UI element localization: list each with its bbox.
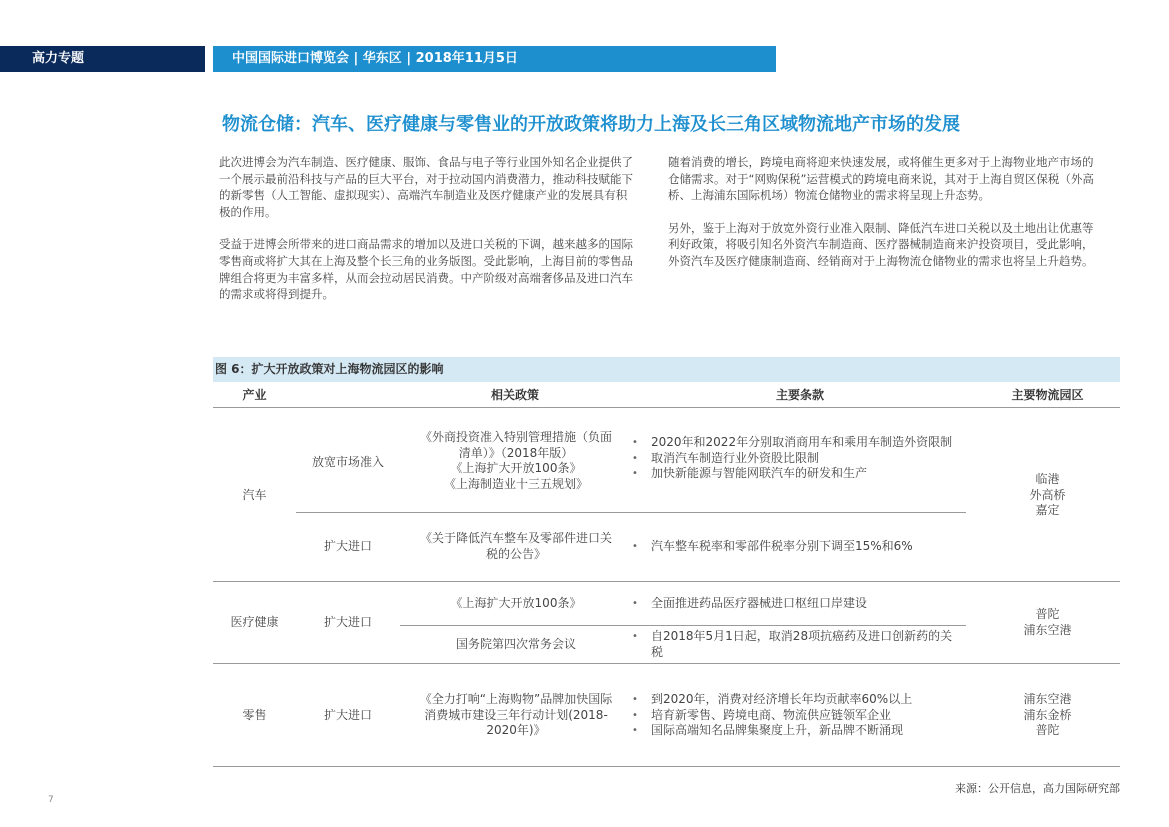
terms-cell — [632, 596, 960, 612]
policy-cell: 《全力打响“上海购物”品牌加快国际消费城市建设三年行动计划(2018-2020年)》 — [419, 692, 613, 737]
terms-cell — [632, 539, 960, 555]
term-item: • 到2020年，消费对经济增长年均贡献率60%以上 — [632, 692, 960, 708]
category-cell: 扩大进口 — [323, 708, 372, 722]
body-paragraph: 此次进博会为汽车制造、医疗健康、服饰、食品与电子等行业国外知名企业提供了一个展示最前沿科技与产品的巨大平台，对于拉动国内消费潜力，推动科技赋能下的新零售（人工智能、虚拟现实）、高端汽车制造业及医疗健康产业的发展具有积极的作用。 — [219, 155, 633, 219]
body-paragraph: 另外，鉴于上海对于放宽外资行业准入限制、降低汽车进口关税以及土地出让优惠等利好政策，将吸引知名外资汽车制造商、医疗器械制造商来沪投资项目，受此影响，外资汽车及医疗健康制造商、经销商对于上海物流仓储物业的需求也将呈上升趋势。 — [668, 220, 1094, 268]
term-item: • 取消汽车制造行业外资股比限制 — [632, 451, 960, 467]
industry-cell: 零售 — [242, 708, 267, 722]
policy-cell: 国务院第四次常务会议 — [455, 637, 576, 651]
parks-cell: 临港 外高桥 嘉定 — [1029, 472, 1066, 517]
parks-cell: 浦东空港 浦东金桥 普陀 — [1023, 692, 1072, 737]
term-item: • 汽车整车税率和零部件税率分别下调至15%和6% — [632, 539, 960, 555]
body-right-column — [668, 154, 1100, 286]
body-paragraph: 随着消费的增长，跨境电商将迎来快速发展，或将催生更多对于上海物业地产市场的仓储需求。对于“网购保税”运营模式的跨境电商来说，其对于上海自贸区保税（外高桥、上海浦东国际机场）物流仓储物业的需求将呈现上升态势。 — [668, 155, 1094, 203]
parks-cell: 普陀 浦东空港 — [1023, 607, 1072, 637]
terms-cell — [632, 435, 960, 482]
category-cell: 放宽市场准入 — [311, 455, 384, 469]
body-paragraph: 受益于进博会所带来的进口商品需求的增加以及进口关税的下调，越来越多的国际零售商或将扩大其在上海及整个长三角的业务版图。受此影响，上海目前的零售品牌组合将更为丰富多样，从而会拉动居民消费。中产阶级对高端奢侈品及进口汽车的需求或将得到提升。 — [219, 237, 633, 302]
group-divider — [213, 581, 1120, 582]
term-item: • 全面推进药品医疗器械进口枢纽口岸建设 — [632, 596, 960, 612]
section-tag: 高力专题 — [0, 46, 205, 72]
figure-title: 图 6：扩大开放政策对上海物流园区的影响 — [213, 357, 1120, 382]
terms-cell — [632, 629, 960, 660]
header-terms: 主要条款 — [775, 388, 824, 402]
term-item: • 2020年和2022年分别取消商用车和乘用车制造外资限制 — [632, 435, 960, 451]
header-policy: 相关政策 — [490, 388, 539, 402]
table-bottom-border — [213, 766, 1120, 767]
body-left-column — [219, 154, 637, 319]
source-note: 来源：公开信息，高力国际研究部 — [955, 782, 1120, 795]
policy-cell: 《外商投资准入特别管理措施（负面清单）》（2018年版） 《上海扩大开放100条》 《上海制造业十三五规划》 — [419, 430, 612, 491]
page-title: 物流仓储：汽车、医疗健康与零售业的开放政策将助力上海及长三角区域物流地产市场的发展 — [222, 114, 960, 135]
industry-cell: 汽车 — [242, 488, 267, 502]
category-cell: 扩大进口 — [323, 615, 372, 629]
page-number: 7 — [48, 795, 54, 805]
row-divider — [296, 512, 966, 513]
term-item: • 加快新能源与智能网联汽车的研发和生产 — [632, 466, 960, 482]
terms-cell — [632, 692, 960, 739]
header-divider — [213, 407, 1120, 408]
term-item: • 国际高端知名品牌集聚度上升，新品牌不断涌现 — [632, 723, 960, 739]
industry-cell: 医疗健康 — [230, 615, 279, 629]
term-item: • 培育新零售、跨境电商、物流供应链领军企业 — [632, 708, 960, 724]
policy-cell: 《上海扩大开放100条》 — [450, 596, 582, 610]
category-cell: 扩大进口 — [323, 539, 372, 553]
term-item: • 自2018年5月1日起，取消28项抗癌药及进口创新药的关税 — [632, 629, 960, 660]
header-industry: 产业 — [242, 388, 267, 402]
row-divider — [400, 625, 966, 626]
header-parks: 主要物流园区 — [1011, 388, 1084, 402]
event-tag: 中国国际进口博览会 | 华东区 | 2018年11月5日 — [213, 46, 776, 72]
group-divider — [213, 663, 1120, 664]
policy-cell: 《关于降低汽车整车及零部件进口关税的公告》 — [419, 531, 612, 561]
